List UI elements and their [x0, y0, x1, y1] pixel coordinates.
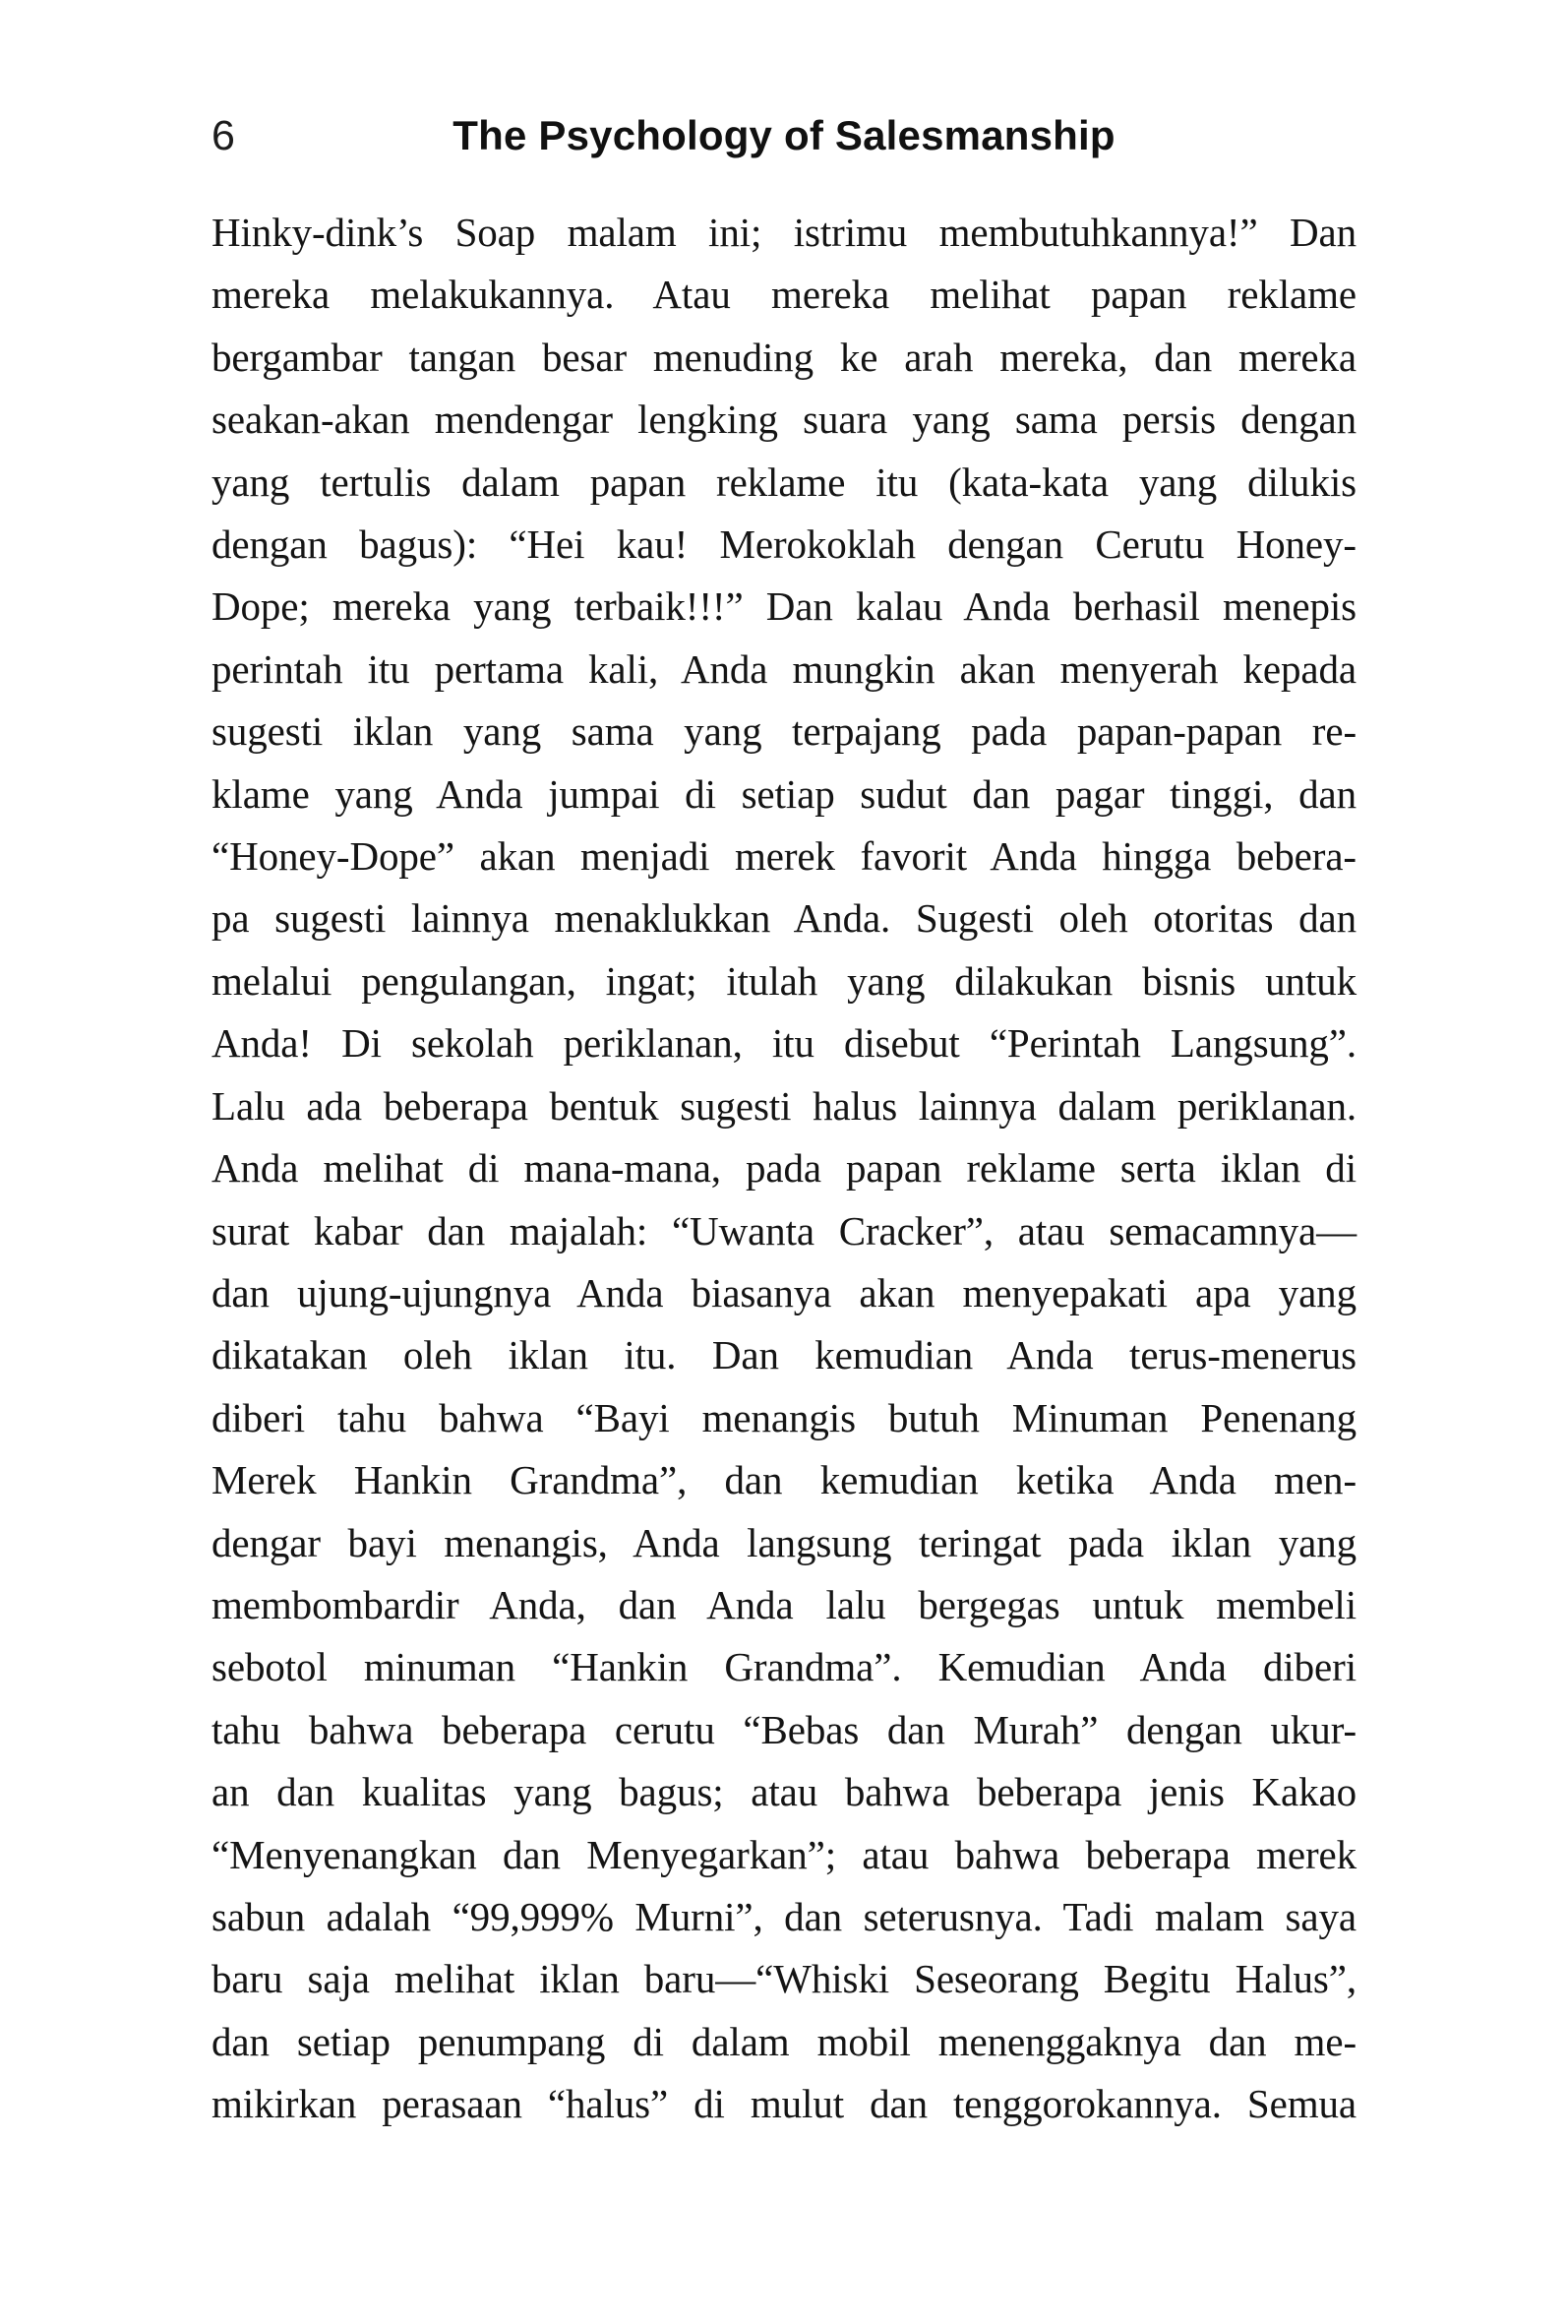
text-line: sugesti iklan yang sama yang terpajang pada papan-papan re-: [211, 708, 1357, 755]
text-line: bergambar tangan besar menuding ke arah mereka, dan mereka: [211, 334, 1357, 380]
text-line: sabun adalah “99,999% Murni”, dan seterusnya. Tadi malam saya: [211, 1893, 1357, 1939]
text-line: tahu bahwa beberapa cerutu “Bebas dan Murah” dengan ukur-: [211, 1706, 1357, 1752]
text-line: dan ujung-ujungnya Anda biasanya akan menyepakati apa yang: [211, 1269, 1357, 1315]
text-line: Anda melihat di mana-mana, pada papan reklame serta iklan di: [211, 1145, 1357, 1192]
text-line: an dan kualitas yang bagus; atau bahwa beberapa jenis Kakao: [211, 1769, 1357, 1815]
text-line: seakan-akan mendengar lengking suara yang sama persis dengan: [211, 397, 1357, 443]
text-line: membombardir Anda, dan Anda lalu bergegas untuk membeli: [211, 1581, 1357, 1627]
running-header: [211, 110, 1357, 167]
text-line: pa sugesti lainnya menaklukkan Anda. Sugesti oleh otoritas dan: [211, 895, 1357, 942]
text-line: Anda! Di sekolah periklanan, itu disebut “Perintah Langsung”.: [211, 1020, 1357, 1067]
text-line: perintah itu pertama kali, Anda mungkin akan menyerah kepada: [211, 645, 1357, 692]
page-number: 6: [211, 112, 235, 159]
text-line: Lalu ada beberapa bentuk sugesti halus lainnya dalam periklanan.: [211, 1082, 1357, 1129]
running-title: The Psychology of Salesmanship: [452, 112, 1116, 158]
text-line: mereka melakukannya. Atau mereka melihat papan reklame: [211, 272, 1357, 318]
text-line: Dope; mereka yang terbaik!!!” Dan kalau Anda berhasil menepis: [211, 583, 1357, 630]
text-line: surat kabar dan majalah: “Uwanta Cracker”, atau semacamnya—: [211, 1207, 1357, 1254]
body-text: [211, 202, 1357, 2136]
text-line: dengan bagus): “Hei kau! Merokoklah dengan Cerutu Honey-: [211, 521, 1357, 568]
text-line: diberi tahu bahwa “Bayi menangis butuh Minuman Penenang: [211, 1394, 1357, 1440]
text-line: sebotol minuman “Hankin Grandma”. Kemudian Anda diberi: [211, 1644, 1357, 1690]
text-line: Merek Hankin Grandma”, dan kemudian ketika Anda men-: [211, 1457, 1357, 1503]
text-line: baru saja melihat iklan baru—“Whiski Seseorang Begitu Halus”,: [211, 1956, 1357, 2002]
text-line: mikirkan perasaan “halus” di mulut dan tenggorokannya. Semua: [211, 2081, 1357, 2127]
text-line: melalui pengulangan, ingat; itulah yang dilakukan bisnis untuk: [211, 957, 1357, 1004]
text-line: dikatakan oleh iklan itu. Dan kemudian Anda terus-menerus: [211, 1332, 1357, 1378]
text-line: “Honey-Dope” akan menjadi merek favorit Anda hingga bebera-: [211, 833, 1357, 880]
text-line: dengar bayi menangis, Anda langsung teringat pada iklan yang: [211, 1519, 1357, 1565]
text-line: dan setiap penumpang di dalam mobil menenggaknya dan me-: [211, 2018, 1357, 2064]
text-line: klame yang Anda jumpai di setiap sudut dan pagar tinggi, dan: [211, 770, 1357, 817]
text-line: Hinky-dink’s Soap malam ini; istrimu membutuhkannya!” Dan: [211, 210, 1357, 255]
text-line: “Menyenangkan dan Menyegarkan”; atau bahwa beberapa merek: [211, 1831, 1357, 1877]
text-line: yang tertulis dalam papan reklame itu (kata-kata yang dilukis: [211, 459, 1357, 505]
